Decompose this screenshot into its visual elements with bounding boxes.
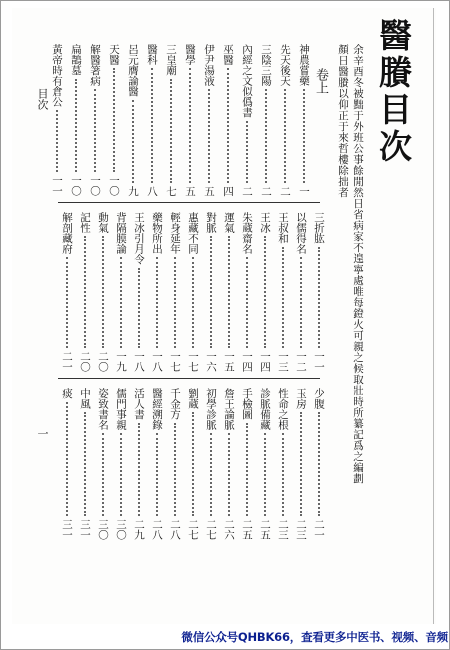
toc-entry-title: 解剖藏府 xyxy=(61,212,73,254)
toc-entry-title: 王叔和 xyxy=(277,212,289,244)
toc-entry xyxy=(258,212,271,372)
toc-entry-page: 二八 xyxy=(169,519,181,540)
toc-entry xyxy=(96,212,109,372)
toc-leader-dots xyxy=(264,236,266,348)
toc-leader-dots xyxy=(138,423,140,517)
toc-entry-title: 先天後天 xyxy=(279,44,291,86)
toc-entry xyxy=(96,388,109,540)
toc-leader-dots xyxy=(210,433,212,516)
toc-entry-title: 背隔膜論 xyxy=(115,212,127,254)
toc-entry xyxy=(240,388,253,540)
toc-entry-title: 詹王論脈 xyxy=(223,388,235,430)
toc-entry-title: 神農嘗藥 xyxy=(298,44,310,86)
toc-entry xyxy=(240,212,253,372)
toc-entry-page: 二 xyxy=(279,185,291,196)
toc-entry-title: 三皇廟 xyxy=(165,44,177,76)
toc-leader-dots xyxy=(246,423,248,517)
toc-entry-page: 一九 xyxy=(115,351,127,372)
toc-entry-title: 巫醫 xyxy=(222,44,234,65)
toc-entry xyxy=(202,44,215,196)
toc-entry-title: 三折肱 xyxy=(313,212,325,244)
section-divider-2 xyxy=(58,378,320,379)
toc-entry-title: 惠藏不同 xyxy=(187,212,199,254)
toc-entry-page: 一八 xyxy=(151,351,163,372)
toc-leader-dots xyxy=(228,236,230,348)
toc-entry xyxy=(78,212,91,372)
toc-entry-page: 四 xyxy=(222,185,234,196)
toc-entry xyxy=(259,44,272,196)
toc-entry-title: 記性 xyxy=(79,212,91,233)
toc-entry-title: 姿致書名 xyxy=(97,388,109,430)
toc-entry xyxy=(50,44,63,196)
toc-entry-page: 二 xyxy=(241,185,253,196)
toc-leader-dots xyxy=(246,257,248,348)
toc-entry-title: 運氣 xyxy=(223,212,235,233)
toc-leader-dots xyxy=(151,68,153,183)
toc-entry-page: 二一 xyxy=(61,351,73,372)
toc-entry-page: 二五 xyxy=(259,519,271,540)
toc-entry-title: 性命之根 xyxy=(277,388,289,430)
toc-entry-page: 三〇 xyxy=(115,519,127,540)
toc-entry xyxy=(78,388,91,540)
toc-leader-dots xyxy=(265,89,267,183)
toc-entry-page: 二八 xyxy=(151,519,163,540)
toc-leader-dots xyxy=(282,433,284,516)
toc-leader-dots xyxy=(156,257,158,348)
toc-entry-title: 伊尹湯液 xyxy=(203,44,215,86)
preface-line-2: 顏日醫賸以仰正于來哲樓除拙者 xyxy=(337,44,349,198)
toc-entry-page: 一四 xyxy=(241,351,253,372)
toc-entry-title: 劉蔵 xyxy=(187,388,199,409)
toc-entry-title: 痰 xyxy=(61,388,73,399)
toc-entry-title: 診脈備藏 xyxy=(259,388,271,430)
toc-entry xyxy=(258,388,271,540)
toc-entry xyxy=(297,44,310,196)
toc-entry-page: 二五 xyxy=(241,519,253,540)
toc-entry-title: 初學診脈 xyxy=(205,388,217,430)
toc-entry-page: 一七 xyxy=(169,351,181,372)
toc-entry xyxy=(278,44,291,196)
toc-entry xyxy=(312,388,325,540)
toc-leader-dots xyxy=(318,412,320,516)
toc-entry xyxy=(204,388,217,540)
toc-entry-page: 一〇 xyxy=(108,175,120,196)
toc-entry-title: 扁鵲墓 xyxy=(70,44,82,76)
toc-entry xyxy=(107,44,120,196)
toc-entry-title: 以儒得名 xyxy=(295,212,307,254)
toc-entry xyxy=(276,212,289,372)
toc-entry xyxy=(168,212,181,372)
toc-entry-title: 醫學 xyxy=(184,44,196,65)
toc-entry-title: 中風 xyxy=(79,388,91,409)
toc-entry-title: 對脈 xyxy=(205,212,217,233)
toc-entry-page: 二三 xyxy=(277,519,289,540)
toc-entry-page: 一五 xyxy=(223,351,235,372)
toc-entry xyxy=(60,388,73,540)
toc-entry-page: 一一 xyxy=(313,351,325,372)
toc-leader-dots xyxy=(227,68,229,183)
toc-entry-page: 一七 xyxy=(187,351,199,372)
toc-leader-dots xyxy=(210,236,212,348)
toc-entry xyxy=(88,44,101,196)
toc-entry-page: 八 xyxy=(146,185,158,196)
toc-leader-dots xyxy=(94,89,96,172)
toc-leader-dots xyxy=(208,89,210,183)
toc-entry-page: 二六 xyxy=(223,519,235,540)
toc-entry-page: 一 xyxy=(298,185,310,196)
toc-leader-dots xyxy=(156,433,158,516)
toc-entry xyxy=(186,388,199,540)
toc-entry-title: 三陰三陽 xyxy=(260,44,272,86)
toc-entry-title: 呂元膺論醫 xyxy=(127,44,139,97)
toc-entry-page: 一四 xyxy=(259,351,271,372)
toc-leader-dots xyxy=(84,236,86,348)
toc-entry-title: 活人書 xyxy=(133,388,145,420)
toc-entry-title: 少腹 xyxy=(313,388,325,409)
toc-leader-dots xyxy=(282,247,284,349)
toc-entry-title: 內經之文似僞書 xyxy=(241,44,253,118)
watermark-banner: 微信公众号QHBK66，查看更多中医书、视频、音频 xyxy=(104,628,448,646)
toc-leader-dots xyxy=(264,433,266,516)
toc-entry-page: 三一 xyxy=(79,519,91,540)
toc-entry xyxy=(132,212,145,372)
toc-leader-dots xyxy=(303,89,305,183)
toc-entry xyxy=(204,212,217,372)
toc-entry-title: 玉房 xyxy=(295,388,307,409)
toc-entry xyxy=(164,44,177,196)
toc-leader-dots xyxy=(174,423,176,517)
toc-entry-page: 九 xyxy=(127,185,139,196)
toc-leader-dots xyxy=(75,79,77,173)
preface-line-1: 余辛酉冬被黜于外班公事餘閒然日省病家不遑寧處唯每鐙火可親之候取壯時所纂記爲之編劃 xyxy=(352,44,364,484)
toc-leader-dots xyxy=(66,257,68,348)
toc-entry-page: 一〇 xyxy=(89,175,101,196)
toc-leader-dots xyxy=(174,257,176,348)
toc-leader-dots xyxy=(120,433,122,516)
toc-entry-title: 輕身延年 xyxy=(169,212,181,254)
page-title: 醫賸目次 xyxy=(374,18,413,166)
toc-entry xyxy=(312,212,325,372)
toc-entry-page: 五 xyxy=(184,185,196,196)
toc-leader-dots xyxy=(138,268,140,349)
toc-entry-page: 五 xyxy=(203,185,215,196)
juan-label: 卷上 xyxy=(313,68,328,94)
section-divider-1 xyxy=(58,202,320,203)
toc-entry-page: 二九 xyxy=(133,519,145,540)
toc-entry xyxy=(114,388,127,540)
toc-entry-title: 王冰引月令 xyxy=(133,212,145,265)
margin-mulu-label: 目次 xyxy=(36,88,49,110)
toc-leader-dots xyxy=(192,412,194,516)
toc-entry-page: 二一 xyxy=(313,519,325,540)
toc-leader-dots xyxy=(102,236,104,348)
toc-entry-page: 一二 xyxy=(295,351,307,372)
toc-entry-page: 七 xyxy=(165,185,177,196)
toc-entry-title: 動氣 xyxy=(97,212,109,233)
toc-entry-page: 二〇 xyxy=(97,351,109,372)
toc-entry-page: 三一 xyxy=(61,519,73,540)
toc-leader-dots xyxy=(56,110,58,172)
margin-page-number: 一 xyxy=(36,428,49,439)
toc-entry-title: 醫科 xyxy=(146,44,158,65)
toc-leader-dots xyxy=(132,100,134,183)
toc-leader-dots xyxy=(300,412,302,516)
toc-entry-page: 一〇 xyxy=(70,175,82,196)
toc-entry-title: 千金方 xyxy=(169,388,181,420)
toc-leader-dots xyxy=(170,79,172,183)
toc-leader-dots xyxy=(66,402,68,517)
toc-leader-dots xyxy=(284,89,286,183)
toc-entry xyxy=(294,388,307,540)
toc-entry xyxy=(276,388,289,540)
toc-leader-dots xyxy=(246,121,248,183)
toc-entry xyxy=(60,212,73,372)
toc-entry-page: 一一 xyxy=(51,175,63,196)
toc-leader-dots xyxy=(102,433,104,516)
toc-entry-title: 王冰 xyxy=(259,212,271,233)
toc-entry xyxy=(145,44,158,196)
toc-leader-dots xyxy=(120,257,122,348)
toc-entry-title: 黃帝時有倉公 xyxy=(51,44,63,107)
toc-entry xyxy=(222,212,235,372)
toc-entry xyxy=(126,44,139,196)
toc-entry-page: 一八 xyxy=(133,351,145,372)
toc-entry xyxy=(132,388,145,540)
toc-entry-page: 二七 xyxy=(187,519,199,540)
toc-entry-title: 藥物所出 xyxy=(151,212,163,254)
toc-leader-dots xyxy=(84,412,86,516)
toc-entry xyxy=(222,388,235,540)
toc-leader-dots xyxy=(228,433,230,516)
toc-leader-dots xyxy=(189,68,191,183)
toc-entry xyxy=(183,44,196,196)
toc-entry-page: 二〇 xyxy=(79,351,91,372)
toc-entry-page: 二 xyxy=(260,185,272,196)
toc-entry xyxy=(114,212,127,372)
toc-entry-page: 二三 xyxy=(295,519,307,540)
toc-entry-title: 朱蔵齋名 xyxy=(241,212,253,254)
toc-leader-dots xyxy=(318,247,320,349)
toc-entry xyxy=(294,212,307,372)
toc-entry xyxy=(221,44,234,196)
toc-entry-page: 二七 xyxy=(205,519,217,540)
toc-entry xyxy=(168,388,181,540)
toc-entry xyxy=(150,212,163,372)
toc-entry-title: 解醫箸病 xyxy=(89,44,101,86)
toc-entry-page: 一三 xyxy=(277,351,289,372)
toc-entry xyxy=(69,44,82,196)
toc-entry xyxy=(186,212,199,372)
toc-leader-dots xyxy=(192,257,194,348)
toc-leader-dots xyxy=(300,257,302,348)
toc-entry-title: 手檢圖 xyxy=(241,388,253,420)
toc-leader-dots xyxy=(113,68,115,172)
toc-entry-title: 醫經溯錄 xyxy=(151,388,163,430)
toc-entry xyxy=(150,388,163,540)
page-edge-line xyxy=(433,8,434,624)
toc-entry xyxy=(240,44,253,196)
toc-entry-title: 儒門事親 xyxy=(115,388,127,430)
toc-entry-page: 三〇 xyxy=(97,519,109,540)
toc-entry-page: 一六 xyxy=(205,351,217,372)
toc-entry-title: 天醫 xyxy=(108,44,120,65)
